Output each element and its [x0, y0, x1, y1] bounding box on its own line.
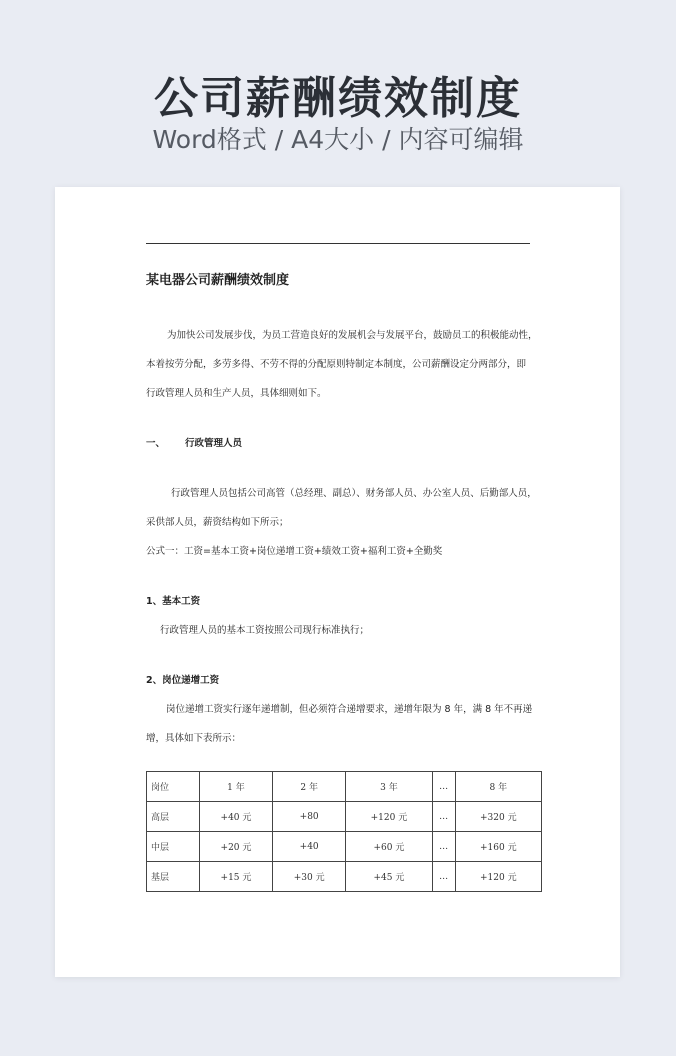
table-cell: +45 元	[346, 862, 432, 892]
table-cell: +320 元	[455, 802, 541, 832]
item2-body-line-2: 增，具体如下表所示：	[146, 733, 242, 744]
intro-line-3: 行政管理人员和生产人员，具体细则如下。	[146, 388, 327, 399]
document-page	[55, 187, 620, 977]
section1-body-line-1: 行政管理人员包括公司高管（总经理、副总）、财务部人员、办公室人员、后勤部人员，	[171, 488, 537, 499]
intro-line-1: 为加快公司发展步伐，为员工营造良好的发展机会与发展平台，鼓励员工的积极能动性，	[167, 330, 538, 341]
section1-number: 一、	[146, 438, 166, 449]
salary-increment-table	[146, 771, 542, 892]
table-header-cell: 岗位	[147, 772, 200, 802]
table-cell: +30 元	[273, 862, 346, 892]
table-cell: +120 元	[346, 802, 432, 832]
table-row	[147, 832, 542, 862]
section1-heading: 行政管理人员	[185, 438, 243, 449]
table-cell: …	[432, 802, 455, 832]
table-cell: +60 元	[346, 832, 432, 862]
table-cell: 基层	[147, 862, 200, 892]
table-cell: +20 元	[199, 832, 272, 862]
table-cell: +160 元	[455, 832, 541, 862]
table-row	[147, 862, 542, 892]
table-header-cell: 1 年	[199, 772, 272, 802]
table-cell: +80	[273, 802, 346, 832]
table-header-row	[147, 772, 542, 802]
table-cell: …	[432, 832, 455, 862]
banner-subtitle: Word格式 / A4大小 / 内容可编辑	[152, 125, 524, 154]
item2-body-line-1: 岗位递增工资实行逐年递增制，但必须符合递增要求，递增年限为 8 年，满 8 年不再递	[166, 704, 533, 715]
table-cell: +120 元	[455, 862, 541, 892]
table-row	[147, 802, 542, 832]
item1-body: 行政管理人员的基本工资按照公司现行标准执行；	[160, 625, 370, 636]
table-cell: 高层	[147, 802, 200, 832]
table-cell: +40 元	[199, 802, 272, 832]
table-cell: +40	[273, 832, 346, 862]
table-header-cell: …	[432, 772, 455, 802]
header-rule	[146, 243, 530, 244]
item2-heading: 2、岗位递增工资	[146, 675, 220, 686]
banner-title: 公司薪酬绩效制度	[154, 73, 522, 124]
table-cell: +15 元	[199, 862, 272, 892]
table-cell: 中层	[147, 832, 200, 862]
document-title: 某电器公司薪酬绩效制度	[146, 273, 290, 288]
table-header-cell: 2 年	[273, 772, 346, 802]
section1-formula: 公式一：工资=基本工资+岗位递增工资+绩效工资+福利工资+全勤奖	[146, 546, 443, 557]
intro-line-2: 本着按劳分配，多劳多得、不劳不得的分配原则特制定本制度，公司薪酬设定分两部分，即	[146, 359, 527, 370]
section1-body-line-2: 采供部人员，薪资结构如下所示；	[146, 517, 289, 528]
item1-heading: 1、基本工资	[146, 596, 201, 607]
table-header-cell: 3 年	[346, 772, 432, 802]
table-header-cell: 8 年	[455, 772, 541, 802]
table-cell: …	[432, 862, 455, 892]
